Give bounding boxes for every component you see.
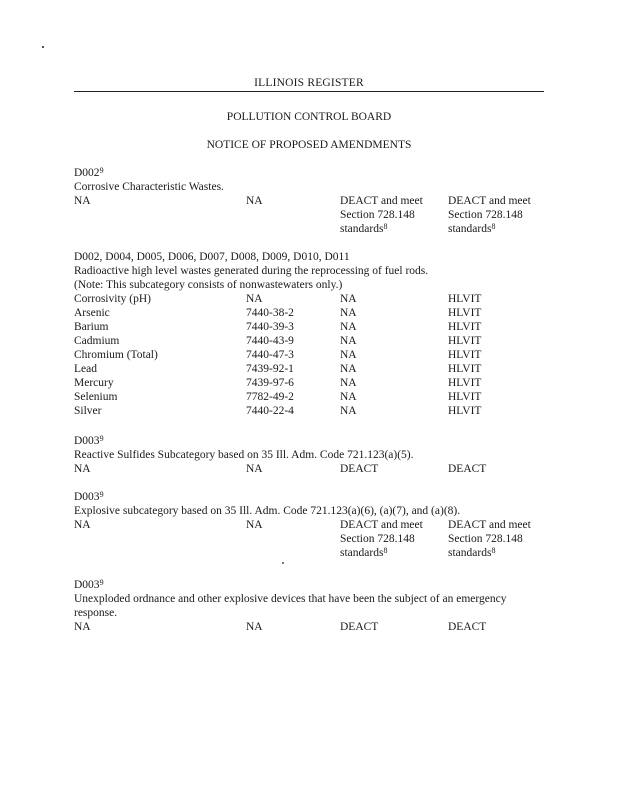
waste-description: Unexploded ordnance and other explosive devices that have been the subject of an emergency bbox=[74, 593, 507, 605]
waste-description: Explosive subcategory based on 35 Ill. Adm. Code 721.123(a)(6), (a)(7), and (a)(8). bbox=[74, 505, 461, 517]
table-cell: HLVIT bbox=[448, 321, 482, 333]
waste-code: $D003^9$ bbox=[74, 434, 104, 447]
table-row bbox=[74, 222, 554, 236]
table-row bbox=[74, 404, 554, 418]
table-cell: NA bbox=[340, 321, 357, 333]
table-cell: standards$^8$ bbox=[340, 222, 388, 235]
table-cell: NA bbox=[340, 293, 357, 305]
table-cell: HLVIT bbox=[448, 349, 482, 361]
table-cell: Barium bbox=[74, 321, 109, 333]
table-row bbox=[74, 518, 554, 532]
table-cell: standards$^8$ bbox=[448, 222, 496, 235]
table-cell: NA bbox=[74, 519, 91, 531]
table-cell: 7782-49-2 bbox=[246, 391, 294, 403]
table-cell: 7439-97-6 bbox=[246, 377, 294, 389]
board-title: POLLUTION CONTROL BOARD bbox=[226, 111, 392, 123]
table-row bbox=[74, 320, 554, 334]
table-row bbox=[74, 376, 554, 390]
table-cell: standards$^8$ bbox=[340, 546, 388, 559]
table-cell: DEACT and meet bbox=[340, 519, 423, 531]
table-cell: HLVIT bbox=[448, 377, 482, 389]
scan-speck bbox=[42, 46, 44, 48]
table-cell: Arsenic bbox=[74, 307, 110, 319]
waste-section-d002 bbox=[74, 166, 554, 236]
table-cell: NA bbox=[246, 463, 263, 475]
table-cell: HLVIT bbox=[448, 391, 482, 403]
table-cell: Mercury bbox=[74, 377, 114, 389]
register-header: ILLINOIS REGISTER bbox=[74, 76, 544, 92]
table-cell: Section 728.148 bbox=[448, 533, 523, 545]
table-cell: NA bbox=[340, 349, 357, 361]
waste-code: $D003^9$ bbox=[74, 578, 104, 591]
table-cell: Selenium bbox=[74, 391, 118, 403]
waste-description: Radioactive high level wastes generated during the reprocessing of fuel rods. bbox=[74, 265, 429, 277]
table-cell: NA bbox=[74, 195, 91, 207]
table-row bbox=[74, 620, 554, 634]
table-row bbox=[74, 292, 554, 306]
table-cell: 7440-43-9 bbox=[246, 335, 294, 347]
table-cell: HLVIT bbox=[448, 293, 482, 305]
table-cell: 7440-47-3 bbox=[246, 349, 294, 361]
table-cell: HLVIT bbox=[448, 307, 482, 319]
table-row bbox=[74, 462, 554, 476]
table-cell: Section 728.148 bbox=[340, 533, 415, 545]
table-cell: DEACT bbox=[448, 463, 487, 475]
table-row bbox=[74, 362, 554, 376]
table-cell: DEACT and meet bbox=[340, 195, 423, 207]
waste-section-d003-explosive bbox=[74, 490, 554, 560]
waste-code: D002, D004, D005, D006, D007, D008, D009, D010, D011 bbox=[74, 251, 350, 263]
waste-section-d003-sulfides bbox=[74, 434, 554, 476]
table-cell: HLVIT bbox=[448, 335, 482, 347]
table-cell: NA bbox=[246, 293, 263, 305]
table-cell: NA bbox=[74, 463, 91, 475]
table-row bbox=[74, 390, 554, 404]
waste-note: (Note: This subcategory consists of nonwastewaters only.) bbox=[74, 279, 343, 291]
table-cell: Section 728.148 bbox=[340, 209, 415, 221]
waste-code: $D002^9$ bbox=[74, 166, 104, 179]
table-cell: NA bbox=[246, 195, 263, 207]
table-cell: DEACT bbox=[340, 463, 379, 475]
table-cell: DEACT bbox=[340, 621, 379, 633]
table-cell: NA bbox=[340, 307, 357, 319]
table-cell: NA bbox=[246, 519, 263, 531]
table-cell: DEACT and meet bbox=[448, 195, 531, 207]
table-cell: 7439-92-1 bbox=[246, 363, 294, 375]
waste-description: Reactive Sulfides Subcategory based on 35 Ill. Adm. Code 721.123(a)(5). bbox=[74, 449, 414, 461]
table-row bbox=[74, 348, 554, 362]
waste-section-d003-ordnance bbox=[74, 578, 554, 634]
table-cell: HLVIT bbox=[448, 363, 482, 375]
table-cell: 7440-38-2 bbox=[246, 307, 294, 319]
table-cell: DEACT bbox=[448, 621, 487, 633]
table-row bbox=[74, 334, 554, 348]
table-cell: 7440-22-4 bbox=[246, 405, 294, 417]
table-row bbox=[74, 532, 554, 546]
table-cell: Silver bbox=[74, 405, 102, 417]
table-cell: DEACT and meet bbox=[448, 519, 531, 531]
table-row bbox=[74, 208, 554, 222]
table-cell: NA bbox=[340, 335, 357, 347]
table-cell: Chromium (Total) bbox=[74, 349, 158, 361]
table-cell: 7440-39-3 bbox=[246, 321, 294, 333]
table-cell: HLVIT bbox=[448, 405, 482, 417]
table-cell: NA bbox=[340, 405, 357, 417]
waste-description: Corrosive Characteristic Wastes. bbox=[74, 181, 224, 193]
table-row bbox=[74, 546, 554, 560]
table-cell: standards$^8$ bbox=[448, 546, 496, 559]
scan-speck bbox=[282, 562, 284, 564]
table-cell: NA bbox=[74, 621, 91, 633]
table-cell: NA bbox=[246, 621, 263, 633]
notice-title: NOTICE OF PROPOSED AMENDMENTS bbox=[206, 139, 412, 151]
table-cell: Corrosivity (pH) bbox=[74, 293, 151, 305]
table-cell: Cadmium bbox=[74, 335, 120, 347]
table-row bbox=[74, 306, 554, 320]
table-cell: Lead bbox=[74, 363, 97, 375]
table-row bbox=[74, 194, 554, 208]
waste-section-radioactive bbox=[74, 250, 554, 418]
waste-description-cont: response. bbox=[74, 607, 118, 619]
table-cell: NA bbox=[340, 363, 357, 375]
table-cell: Section 728.148 bbox=[448, 209, 523, 221]
waste-code: $D003^9$ bbox=[74, 490, 104, 503]
table-cell: NA bbox=[340, 391, 357, 403]
table-cell: NA bbox=[340, 377, 357, 389]
